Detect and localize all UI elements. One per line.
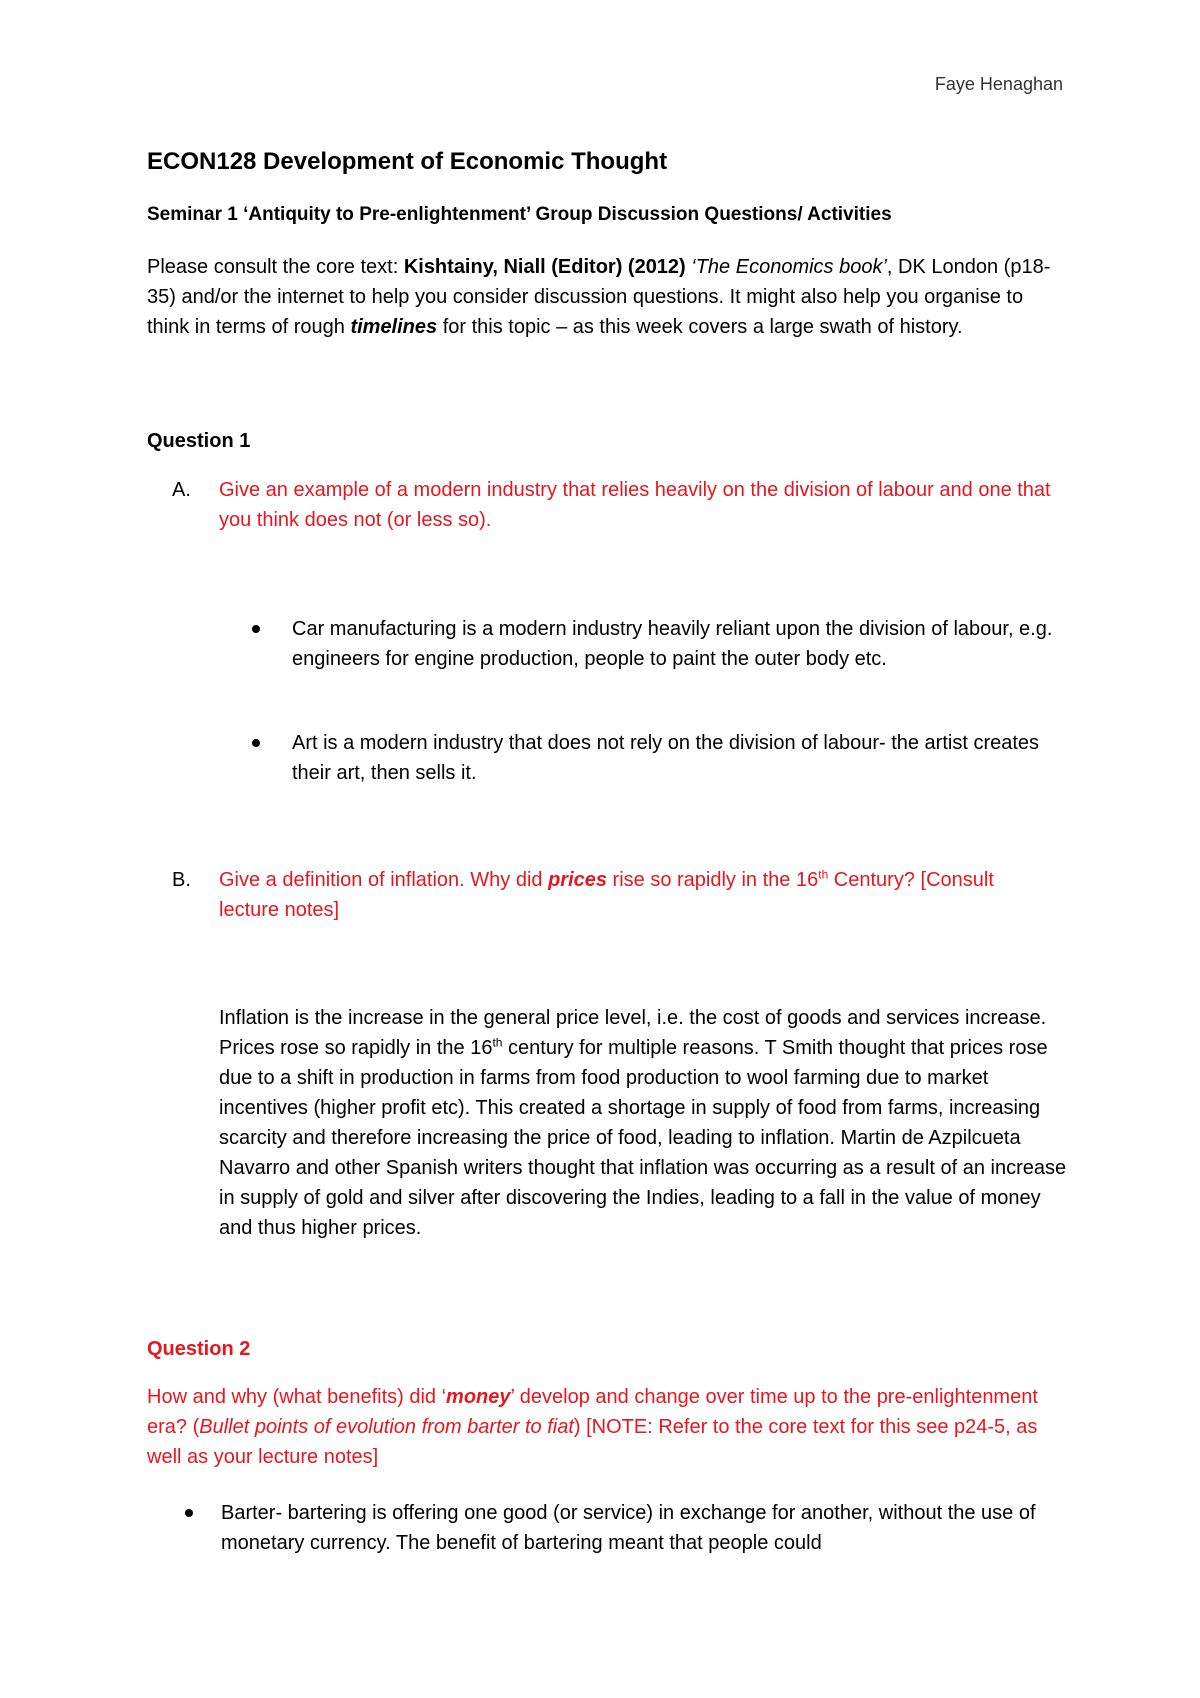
- question-1-heading: Question 1: [147, 430, 251, 452]
- question-2-text-2: ’ develop and change over time up to the pre-enlightenment era? (: [147, 1386, 1038, 1438]
- author-name: Faye Henaghan: [934, 74, 1063, 94]
- question-1b-text-1: Give a definition of inflation. Why did: [219, 869, 549, 891]
- intro-paragraph: [147, 252, 1067, 342]
- question-1b-answer: [219, 1003, 1069, 1243]
- question-1b-sup: th: [818, 867, 829, 882]
- intro-text-1: Please consult the core text:: [147, 256, 404, 278]
- document-title: ECON128 Development of Economic Thought: [147, 148, 668, 175]
- question-1a: [172, 475, 1072, 535]
- list-item: [252, 614, 1092, 704]
- question-2-italic: Bullet points of evolution from barter to fiat: [199, 1416, 574, 1438]
- bullet-text: Car manufacturing is a modern industry heavily reliant upon the division of labour, e.g. engineers for engine production, people to paint the outer body etc.: [292, 618, 1053, 670]
- bullet-text: Barter- bartering is offering one good (or service) in exchange for another, without the use of monetary currency. The benefit of bartering meant that people could: [221, 1502, 1036, 1554]
- bullet-text: Art is a modern industry that does not rely on the division of labour- the artist creates their art, then sells it.: [292, 732, 1040, 784]
- question-2-text-3: ) [NOTE: Refer to the core text for this see p24-5, as well as your lecture notes]: [147, 1416, 1038, 1468]
- question-1b: [172, 865, 1072, 925]
- question-1a-text: Give an example of a modern industry that relies heavily on the division of labour and one that you think does not (or less so).: [219, 479, 1051, 531]
- intro-book-title: ‘The Economics book’: [685, 256, 887, 278]
- question-2-money: money: [446, 1386, 511, 1408]
- seminar-subtitle: Seminar 1 ‘Antiquity to Pre-enlightenment’ Group Discussion Questions/ Activities: [147, 204, 892, 225]
- answer-text-2: century for multiple reasons. T Smith thought that prices rose due to a shift in production in farms from food production to wool farming due to market incentives (higher profit etc). This created a shortage in supply of food from farms, increasing scarcity and therefore increasing the price of food, leading to inflation. Martin de Azpilcueta Navarro and other Spanish writers thought that inflation was occurring as a result of an increase in supply of gold and silver after discovering the Indies, leading to a fall in the value of money and thus higher prices.: [219, 1037, 1067, 1239]
- bullet-icon: [185, 1509, 193, 1517]
- question-1b-prices: prices: [548, 869, 607, 891]
- question-1b-letter: B.: [172, 869, 191, 891]
- question-2-text-1: How and why (what benefits) did ‘: [147, 1386, 447, 1408]
- answer-text-1: Inflation is the increase in the general price level, i.e. the cost of goods and services increase. Prices rose so rapidly in the 16: [219, 1007, 1047, 1059]
- bullet-icon: [252, 739, 260, 747]
- question-1a-letter: A.: [172, 479, 191, 501]
- intro-reference: Kishtainy, Niall (Editor) (2012): [403, 256, 686, 278]
- question-2-text: [147, 1382, 1062, 1472]
- question-1b-text-2: rise so rapidly in the 16: [607, 869, 819, 891]
- question-1b-text: [219, 865, 1059, 925]
- bullet-icon: [252, 625, 260, 633]
- answer-sup: th: [492, 1035, 503, 1050]
- intro-timelines: timelines: [350, 316, 438, 338]
- intro-text-2: , DK London (p18-35) and/or the internet to help you consider discussion questions. It might also help you organise to think in terms of rough: [147, 256, 1051, 338]
- list-item: [252, 728, 1092, 788]
- list-item: [185, 1498, 1075, 1558]
- intro-text-3: for this topic – as this week covers a large swath of history.: [437, 316, 963, 338]
- question-1b-text-3: Century? [Consult lecture notes]: [219, 869, 994, 921]
- question-2-heading: Question 2: [147, 1338, 251, 1360]
